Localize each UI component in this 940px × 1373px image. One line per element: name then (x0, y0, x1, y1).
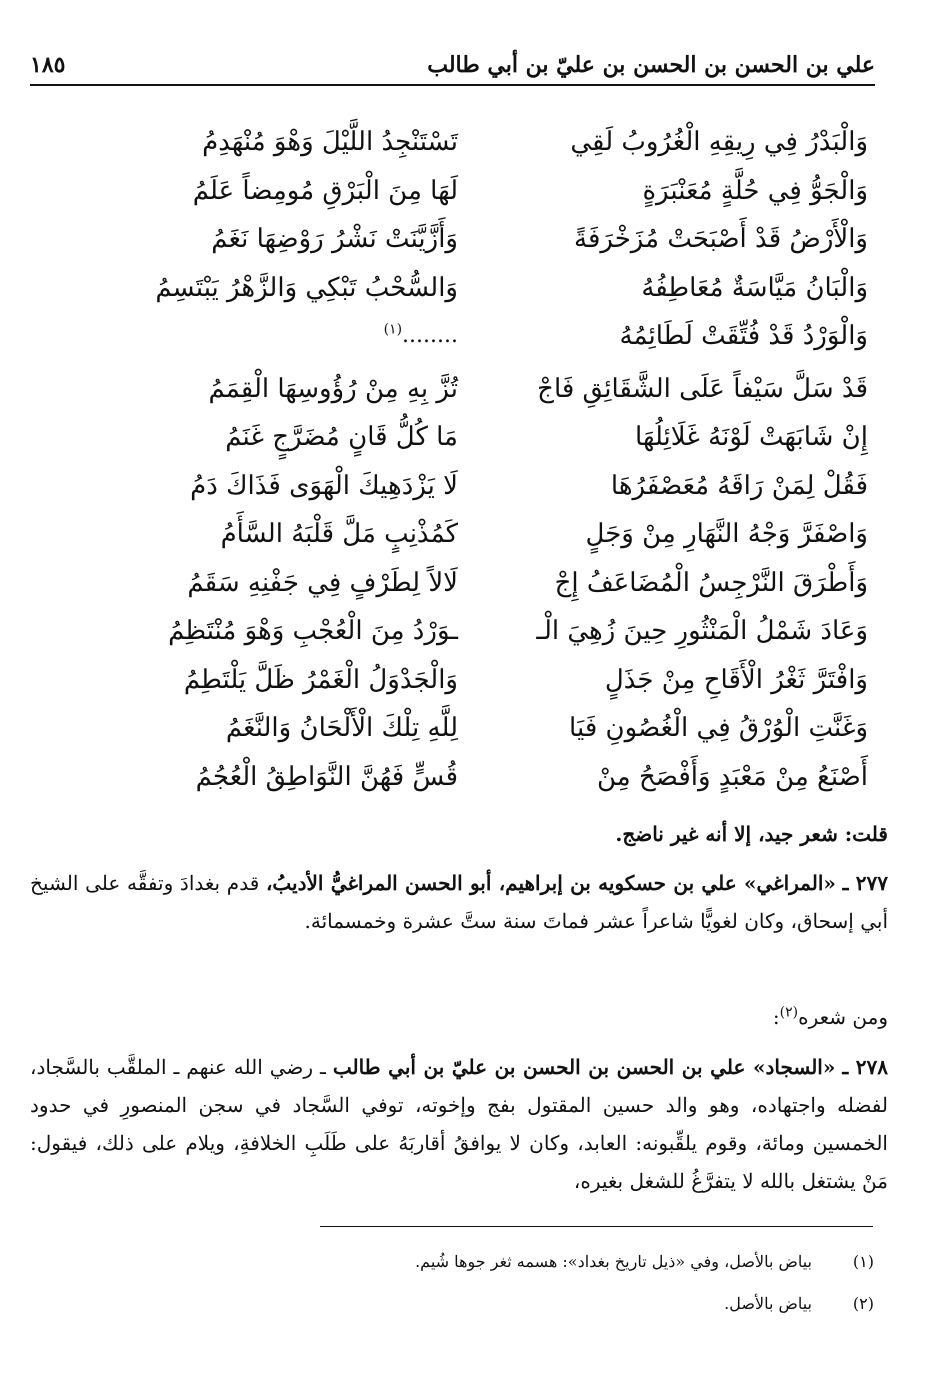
footnote-number: (١) (852, 1252, 874, 1271)
couplet (78, 559, 868, 608)
editor-note: قلت: شعر جيد، إلا أنه غير ناضج. (615, 822, 888, 846)
couplet (78, 167, 868, 216)
footnote (74, 1248, 874, 1276)
hemistich-first: وَأَطْرَقَ النَّرْجِسُ الْمُضَاعَفُ إِجْ (554, 567, 868, 598)
poem (78, 118, 868, 801)
entry-text: ـ رضي الله عنهم ـ الملقَّب بالسَّجاد، لفضله واجتهاده، وهو والد حسين المقتول بفج وإخوته، توفي السَّجاد في سجن المنصورِ في حدود الخمسين ومائة، وقوم يلقِّبونه: العابد، وكان لا يوافقُ أقاربَهُ على طَلَبِ الخلافةِ، ويلام على ذلك، فيقول: مَنْ يشتغل بالله لا يتفرَّغُ للشغل بغيره، (30, 1055, 888, 1193)
hemistich-second: لَا يَزْدَهِيكَ الْهَوَى فَذَاكَ دَمُ (190, 470, 458, 501)
entry-278 (30, 1048, 888, 1200)
hemistich-first: وَغَنَّتِ الْوُرْقُ فِي الْغُصُونِ فَيَا (569, 713, 868, 743)
hemistich-first: أَصْنَعُ مِنْ مَعْبَدٍ وَأَفْصَحُ مِنْ (597, 761, 868, 792)
hemistich-first: وَالْجَوُّ فِي حُلَّةٍ مُعَنْبَرَةٍ (642, 175, 868, 206)
hemistich-first: وَالْبَانُ مَيَّاسَةٌ مُعَاطِفُهُ (641, 272, 868, 303)
footnote-text: بياض بالأصل. (724, 1294, 812, 1313)
footnote (74, 1290, 874, 1318)
footnote-ref: (١) (383, 321, 403, 338)
footnote-number: (٢) (852, 1294, 874, 1313)
page-header (30, 46, 875, 86)
couplet (78, 704, 868, 753)
entry-number: ٢٧٧ ـ (842, 871, 889, 895)
hemistich-second: وَالْجَدْوَلُ الْغَمْرُ ظَلَّ يَلْتَطِمُ (183, 664, 458, 695)
hemistich-first: وَافْتَرَّ ثَغْرُ الْأَقَاحِ مِنْ جَذَلٍ (604, 664, 868, 695)
hemistich-second: لِلَّهِ تِلْكَ الْأَلْحَانُ وَالنَّغَمُ (225, 713, 458, 743)
couplet (78, 607, 868, 656)
hemistich-first: وَالْبَدْرُ فِي رِيقِهِ الْغُرُوبُ لَقِي (570, 127, 868, 157)
entry-name: «السجاد» علي بن الحسن بن الحسن بن عليّ بن أبي طالب (332, 1055, 836, 1079)
verse-intro-colon: : (772, 1005, 780, 1029)
couplet (78, 462, 868, 511)
couplet-elided (78, 312, 868, 361)
hemistich-first: وَالْوَرْدُ قَدْ فُتِّقَتْ لَطَائِمُهُ (619, 321, 868, 351)
footnote-text: بياض بالأصل، وفي «ذيل تاريخ بغداد»: هسمه ثغر جوها شُيم. (415, 1252, 812, 1271)
couplet (78, 510, 868, 559)
entry-name: «المراغي» علي بن حسكويه بن إبراهيم، أبو الحسن المراغيُّ الأديبُ، (265, 871, 836, 895)
hemistich-second: تُزَّ بِهِ مِنْ رُؤُوسِهَا الْقِمَمُ (208, 373, 458, 404)
hemistich-second: وَالسُّحْبُ تَبْكِي وَالزَّهْرُ يَبْتَسِمُ (155, 272, 458, 303)
hemistich-first: وَالْأَرْضُ قَدْ أَصْبَحَتْ مُزَخْرَفَةً (574, 224, 868, 254)
entry-277 (30, 864, 888, 940)
hemistich-second: وَأَزَّيَّنَتْ نَشْرُ رَوْضِهَا نَغَمُ (211, 224, 458, 254)
hemistich-second: قُسٍّ فَهُنَّ النَّوَاطِقُ الْعُجُمُ (195, 761, 458, 792)
couplet (78, 118, 868, 167)
couplet (78, 264, 868, 313)
entry-text: قدم بغدادَ وتفقَّه على الشيخ أبي إسحاق، وكان لغويًّا شاعراً عشر فماتَ سنة ستَّ عشرة وخمسمائة. (30, 871, 888, 933)
hemistich-second: لَالاً لِطَرْفٍ فِي جَفْنِهِ سَقَمُ (187, 567, 458, 598)
couplet (78, 656, 868, 705)
hemistich-first: قَدْ سَلَّ سَيْفاً عَلَى الشَّقَائِقِ فَاجْ (537, 373, 868, 404)
couplet (78, 753, 868, 802)
entry-number: ٢٧٨ ـ (842, 1055, 889, 1079)
elision-dots: ........ (402, 323, 458, 348)
page-number: ١٨٥ (30, 52, 66, 78)
footnote-divider (320, 1226, 873, 1227)
hemistich-first: وَعَادَ شَمْلُ الْمَنْثُورِ حِينَ زُهِيَ الْـ (536, 616, 868, 646)
hemistich-first: فَقُلْ لِمَنْ رَاقَهُ مُعَصْفَرُهَا (610, 470, 868, 501)
verse-intro (30, 998, 888, 1036)
verse-intro-text: ومن شعره (798, 1005, 888, 1029)
couplet (78, 215, 868, 264)
running-title: علي بن الحسن بن الحسن بن عليّ بن أبي طالب (427, 52, 875, 78)
couplet (78, 413, 868, 462)
hemistich-second: ـوَرْدُ مِنَ الْعُجْبِ وَهْوَ مُنْتَظِمُ (168, 616, 458, 646)
elision-marker (78, 312, 458, 360)
hemistich-second: كَمُذْنِبٍ مَلَّ قَلْبَهُ السَّأَمُ (220, 519, 458, 549)
hemistich-first: وَاصْفَرَّ وَجْهُ النَّهَارِ مِنْ وَجَلٍ (585, 519, 868, 549)
footnote-ref: (٢) (779, 1004, 799, 1021)
hemistich-second: تَسْتَنْجِدُ اللَّيْلَ وَهْوَ مُنْهَدِمُ (202, 127, 458, 157)
hemistich-second: مَا كُلُّ قَانٍ مُضَرَّجٍ غَنَمُ (225, 422, 458, 452)
hemistich-second: لَهَا مِنَ الْبَرْقِ مُومِضاً عَلَمُ (192, 175, 458, 206)
hemistich-first: إِنْ شَابَهَتْ لَوْنَهُ غَلَائِلُهَا (635, 422, 868, 452)
couplet (78, 365, 868, 414)
